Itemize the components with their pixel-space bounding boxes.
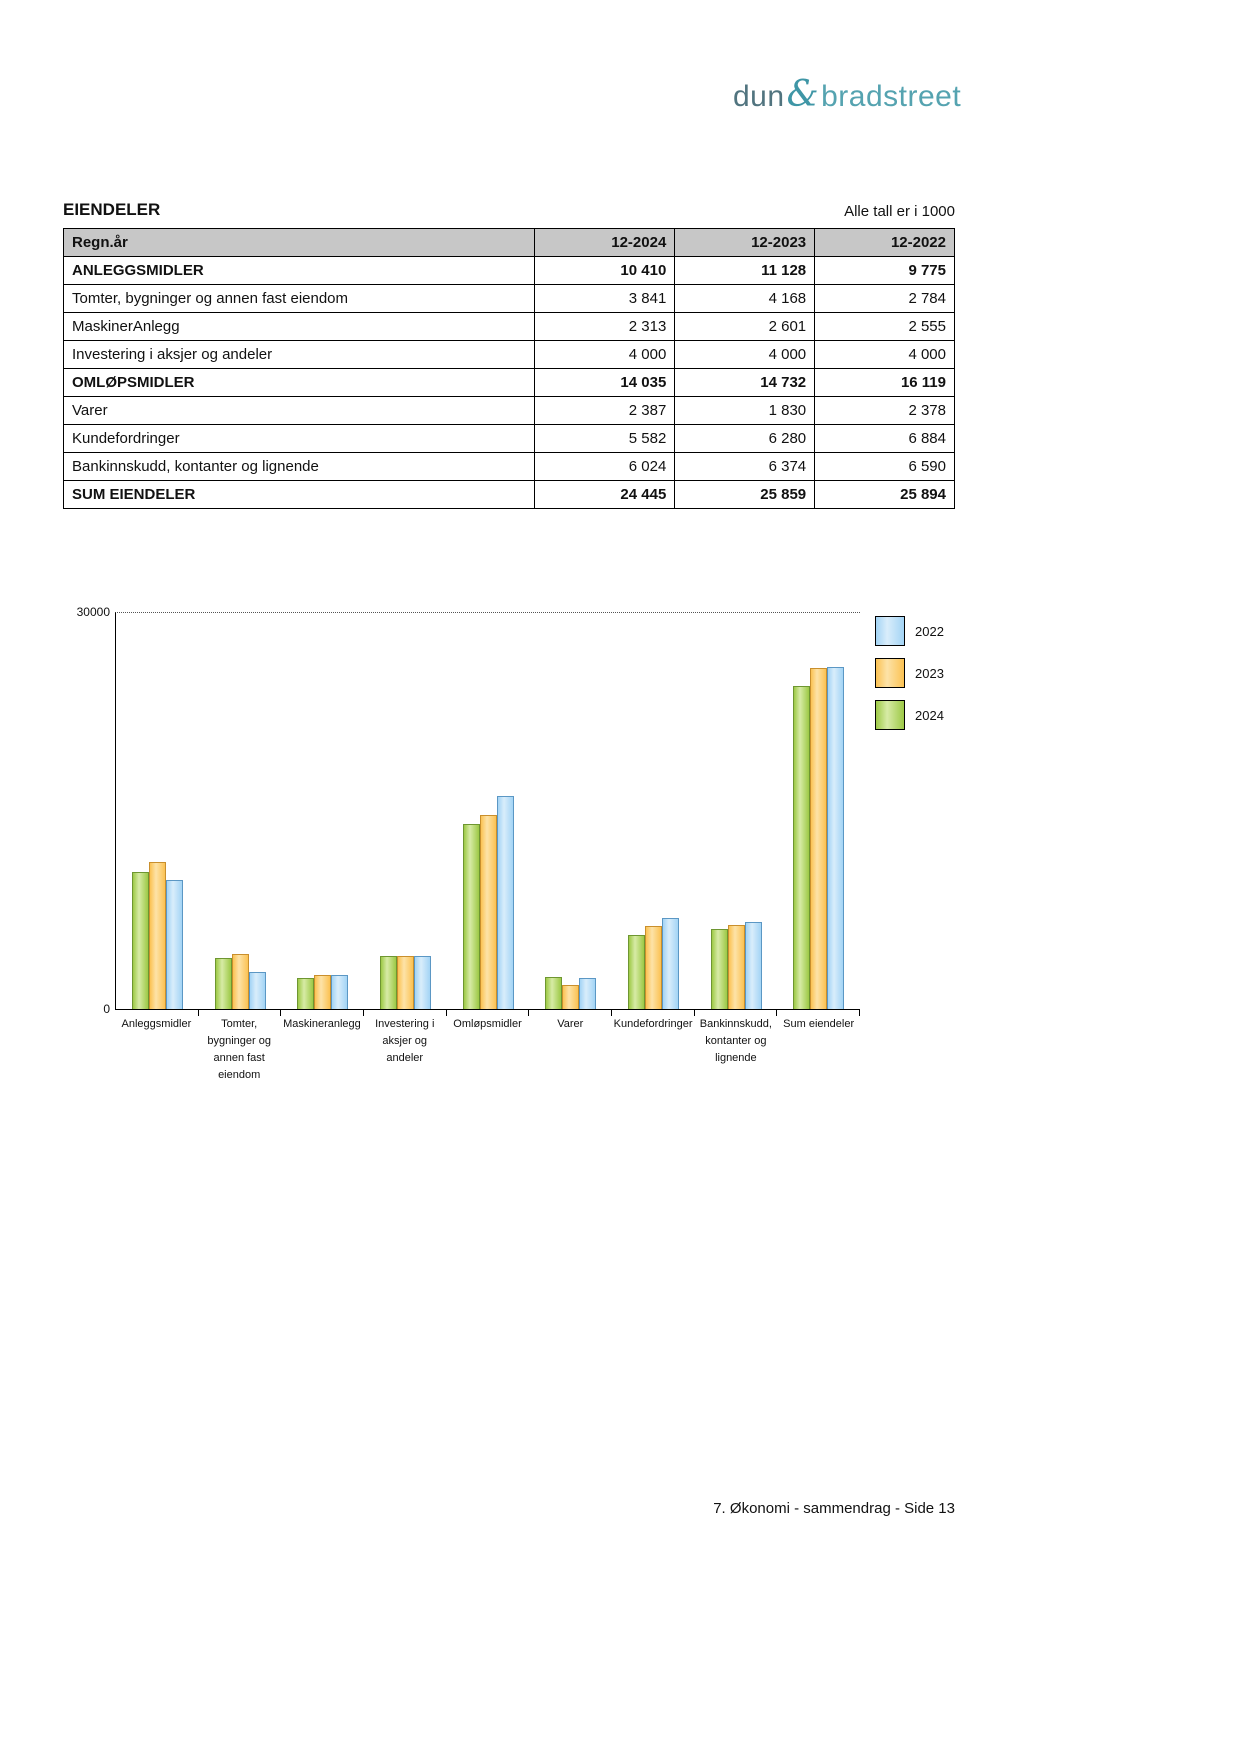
row-label: Varer <box>64 397 535 425</box>
cell-value: 2 555 <box>815 313 955 341</box>
cell-value: 2 784 <box>815 285 955 313</box>
row-label: Bankinnskudd, kontanter og lignende <box>64 453 535 481</box>
legend-swatch-2024 <box>875 700 905 730</box>
cell-value: 25 859 <box>675 481 815 509</box>
chart-category-labels <box>115 1016 860 1084</box>
bar-2022 <box>249 972 266 1009</box>
table-header-row <box>64 229 955 257</box>
dun-bradstreet-logo <box>733 74 961 115</box>
row-label: Investering i aksjer og andeler <box>64 341 535 369</box>
cell-value: 4 168 <box>675 285 815 313</box>
legend-swatch-2022 <box>875 616 905 646</box>
bar-2022 <box>166 880 183 1009</box>
x-axis-tick <box>363 1010 364 1016</box>
bar-2023 <box>645 926 662 1009</box>
bar-2022 <box>331 975 348 1009</box>
category-label: Tomter, bygninger og annen fast eiendom <box>207 1018 271 1082</box>
cell-value: 9 775 <box>815 257 955 285</box>
x-axis-tick <box>198 1010 199 1016</box>
bar-2023 <box>728 925 745 1009</box>
table-row <box>64 257 955 285</box>
category-label: Sum eiendeler <box>783 1018 855 1030</box>
table-row <box>64 313 955 341</box>
x-axis-tick <box>280 1010 281 1016</box>
bar-2022 <box>662 918 679 1009</box>
legend-label: 2024 <box>915 707 944 723</box>
x-axis-tick <box>528 1010 529 1016</box>
units-note: Alle tall er i 1000 <box>844 203 955 220</box>
col-header-2024: 12-2024 <box>535 229 675 257</box>
bar-2024 <box>711 929 728 1009</box>
cell-value: 4 000 <box>815 341 955 369</box>
table-row <box>64 453 955 481</box>
col-header-2023: 12-2023 <box>675 229 815 257</box>
bar-group <box>695 922 778 1009</box>
bar-group <box>116 862 199 1009</box>
bar-2023 <box>149 862 166 1009</box>
category-label: Maskineranlegg <box>283 1018 361 1030</box>
logo-text-bradstreet: bradstreet <box>821 80 962 113</box>
row-label: SUM EIENDELER <box>64 481 535 509</box>
bar-2023 <box>397 956 414 1009</box>
cell-value: 5 582 <box>535 425 675 453</box>
cell-value: 6 024 <box>535 453 675 481</box>
row-label: Kundefordringer <box>64 425 535 453</box>
table-row <box>64 425 955 453</box>
cell-value: 11 128 <box>675 257 815 285</box>
page-title: EIENDELER <box>63 200 161 219</box>
x-axis-tick <box>611 1010 612 1016</box>
bar-group <box>529 977 612 1009</box>
bar-group <box>199 954 282 1009</box>
table-row <box>64 369 955 397</box>
bar-group <box>281 975 364 1009</box>
cell-value: 2 387 <box>535 397 675 425</box>
page-footer: 7. Økonomi - sammendrag - Side 13 <box>713 1500 955 1517</box>
cell-value: 6 884 <box>815 425 955 453</box>
assets-bar-chart <box>76 605 1115 1084</box>
cell-value: 14 732 <box>675 369 815 397</box>
bar-group <box>777 667 860 1009</box>
row-label: ANLEGGSMIDLER <box>64 257 535 285</box>
bar-2024 <box>297 978 314 1009</box>
cell-value: 6 280 <box>675 425 815 453</box>
bar-group <box>612 918 695 1009</box>
table-row <box>64 285 955 313</box>
cell-value: 10 410 <box>535 257 675 285</box>
col-header-label: Regn.år <box>64 229 535 257</box>
cell-value: 14 035 <box>535 369 675 397</box>
bar-group <box>447 796 530 1009</box>
x-axis-tick <box>776 1010 777 1016</box>
cell-value: 3 841 <box>535 285 675 313</box>
chart-legend <box>875 616 944 730</box>
category-label: Varer <box>557 1018 584 1030</box>
assets-table <box>63 228 955 509</box>
bar-2024 <box>628 935 645 1009</box>
y-axis-tick-0: 0 <box>103 1002 110 1016</box>
cell-value: 2 601 <box>675 313 815 341</box>
logo-ampersand-icon: & <box>786 74 820 115</box>
x-axis-tick <box>446 1010 447 1016</box>
bar-2023 <box>480 815 497 1009</box>
y-axis-tick-30000: 30000 <box>76 605 110 619</box>
cell-value: 6 374 <box>675 453 815 481</box>
row-label: Tomter, bygninger og annen fast eiendom <box>64 285 535 313</box>
category-label: Omløpsmidler <box>453 1018 522 1030</box>
bar-2023 <box>810 668 827 1009</box>
category-label: Kundefordringer <box>613 1018 693 1030</box>
cell-value: 2 378 <box>815 397 955 425</box>
category-label: Investering i aksjer og andeler <box>375 1018 435 1065</box>
cell-value: 1 830 <box>675 397 815 425</box>
bar-group <box>364 956 447 1009</box>
table-row <box>64 397 955 425</box>
bar-2022 <box>745 922 762 1009</box>
bar-2024 <box>463 824 480 1009</box>
row-label: OMLØPSMIDLER <box>64 369 535 397</box>
bar-2022 <box>414 956 431 1009</box>
chart-plot-area <box>76 605 860 1016</box>
legend-label: 2022 <box>915 623 944 639</box>
cell-value: 4 000 <box>675 341 815 369</box>
cell-value: 24 445 <box>535 481 675 509</box>
legend-item-2023 <box>875 658 944 688</box>
legend-item-2024 <box>875 700 944 730</box>
legend-swatch-2023 <box>875 658 905 688</box>
col-header-2022: 12-2022 <box>815 229 955 257</box>
table-row <box>64 481 955 509</box>
table-title-row <box>63 200 955 220</box>
bar-2022 <box>497 796 514 1009</box>
bar-2024 <box>545 977 562 1009</box>
bar-2022 <box>579 978 596 1009</box>
chart-groups <box>116 613 860 1009</box>
category-label: Bankinnskudd, kontanter og lignende <box>699 1018 772 1065</box>
table-row <box>64 341 955 369</box>
legend-item-2022 <box>875 616 944 646</box>
bar-2024 <box>132 872 149 1009</box>
cell-value: 25 894 <box>815 481 955 509</box>
cell-value: 16 119 <box>815 369 955 397</box>
row-label: MaskinerAnlegg <box>64 313 535 341</box>
bar-2023 <box>232 954 249 1009</box>
cell-value: 4 000 <box>535 341 675 369</box>
bar-2023 <box>562 985 579 1009</box>
x-axis-tick <box>859 1010 860 1016</box>
bar-2024 <box>793 686 810 1009</box>
bar-2024 <box>380 956 397 1009</box>
cell-value: 2 313 <box>535 313 675 341</box>
legend-label: 2023 <box>915 665 944 681</box>
bar-2023 <box>314 975 331 1009</box>
category-label: Anleggsmidler <box>121 1018 192 1030</box>
bar-2024 <box>215 958 232 1009</box>
cell-value: 6 590 <box>815 453 955 481</box>
x-axis-tick <box>694 1010 695 1016</box>
bar-2022 <box>827 667 844 1009</box>
logo-text-dun: dun <box>733 80 785 113</box>
